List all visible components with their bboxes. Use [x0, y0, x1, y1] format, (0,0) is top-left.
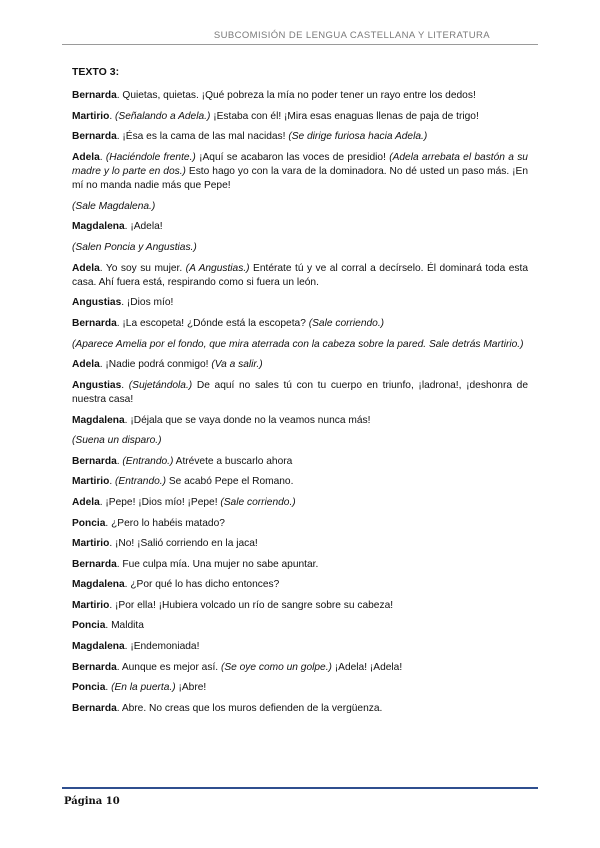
dialogue-line: [72, 317, 528, 331]
dialogue-line: [72, 110, 528, 124]
dialogue-line: [72, 558, 528, 572]
speaker-name: Magdalena: [72, 221, 125, 233]
speaker-name: Magdalena: [72, 579, 125, 591]
dialogue-line: [72, 89, 528, 103]
speech-text: . ¡Dios mío!: [121, 297, 174, 309]
speech-text: .: [109, 476, 116, 488]
stage-direction: (Sale Magdalena.): [72, 200, 156, 212]
speech-text: Entérate tú y ve al corral a decírselo. Él dominará toda esta casa. Ahí fuera está, respirando como si fuera un león.: [72, 262, 528, 288]
speech-text: .: [121, 379, 129, 391]
stage-direction: (Se oye como un golpe.): [220, 661, 332, 673]
speaker-name: Magdalena: [72, 641, 125, 653]
dialogue-line: [72, 702, 528, 716]
speaker-name: Martirio: [72, 476, 110, 488]
dialogue-line: [72, 220, 528, 234]
speaker-name: Bernarda: [72, 455, 117, 467]
speech-text: . Fue culpa mía. Una mujer no sabe apuntar.: [116, 558, 319, 570]
dialogue-line: [72, 496, 528, 510]
stage-direction: (Va a salir.): [211, 359, 263, 371]
section-title: TEXTO 3:: [72, 66, 120, 78]
speaker-name: Bernarda: [72, 558, 117, 570]
speech-text: .: [109, 110, 116, 122]
speech-text: . ¡Endemoniada!: [124, 641, 200, 653]
speaker-name: Poncia: [72, 517, 106, 529]
dialogue-line: [72, 578, 528, 592]
speech-text: . ¡La escopeta! ¿Dónde está la escopeta?: [116, 317, 309, 329]
dialogue-line: [72, 681, 528, 695]
dialogue-line: [72, 262, 528, 290]
dialogue-line: [72, 358, 528, 372]
dialogue-line: [72, 455, 528, 469]
speaker-name: Angustias: [72, 297, 122, 309]
speech-text: ¡Abre!: [175, 682, 207, 694]
speaker-name: Poncia: [72, 682, 106, 694]
speech-text: Esto hago yo con la vara de la dominadora. No dé usted un paso más. ¡En mí no manda nadie más que Pepe!: [72, 165, 528, 192]
stage-direction: (Se dirige furiosa hacia Adela.): [288, 131, 428, 143]
header-text: SUBCOMISIÓN DE LENGUA CASTELLANA Y LITERATURA: [213, 30, 490, 41]
stage-direction: (Sale corriendo.): [220, 496, 296, 508]
speaker-name: Adela: [72, 151, 100, 163]
stage-direction: (Aparece Amelia por el fondo, que mira aterrada con la cabeza sobre la pared. Sale detrás Martirio.): [72, 338, 524, 350]
speech-text: .: [105, 682, 112, 694]
speaker-name: Bernarda: [72, 317, 117, 329]
speaker-name: Adela: [72, 496, 100, 508]
dialogue-line: [72, 414, 528, 428]
speech-text: .: [99, 151, 106, 163]
stage-direction: (Suena un disparo.): [72, 435, 162, 447]
speech-text: . Quietas, quietas. ¡Qué pobreza la mía no poder tener un rayo entre los dedos!: [116, 90, 476, 101]
speech-text: . ¿Por qué lo has dicho entonces?: [124, 579, 280, 591]
speech-text: . ¡Déjala que se vaya donde no la veamos nunca más!: [124, 414, 371, 426]
dialogue-line: [72, 517, 528, 531]
dialogue-line: [72, 619, 528, 633]
dialogue-line: [72, 241, 528, 255]
speaker-name: Bernarda: [72, 661, 117, 673]
speaker-name: Magdalena: [72, 414, 125, 426]
speaker-name: Adela: [72, 262, 100, 274]
dialogue-line: [72, 537, 528, 551]
speech-text: . ¡Por ella! ¡Hubiera volcado un río de sangre sobre su cabeza!: [109, 599, 394, 611]
speech-text: ¡Adela! ¡Adela!: [331, 661, 403, 673]
speech-text: ¡Aquí se acabaron las voces de presidio!: [195, 151, 390, 163]
speech-text: . ¡Ésa es la cama de las mal nacidas!: [116, 131, 289, 143]
speaker-name: Martirio: [72, 599, 110, 611]
speaker-name: Angustias: [72, 379, 122, 391]
footer-rule: [62, 787, 538, 789]
stage-direction: (En la puerta.): [111, 682, 176, 694]
dialogue-line: [72, 599, 528, 613]
stage-direction: (Entrando.): [115, 476, 166, 488]
speech-text: De aquí no sales tú con tu cuerpo en triunfo, ¡ladrona!, ¡deshonra de nuestra casa!: [72, 379, 528, 405]
speech-text: . Abre. No creas que los muros defienden de la vergüenza.: [116, 702, 383, 714]
dialogue-line: [72, 379, 528, 407]
stage-direction: (Salen Poncia y Angustias.): [72, 241, 197, 253]
stage-direction: (Adela arrebata el bastón a su madre y lo parte en dos.): [72, 151, 528, 177]
speaker-name: Martirio: [72, 110, 110, 122]
stage-direction: (Haciéndole frente.): [105, 151, 196, 163]
speech-text: . ¡Nadie podrá conmigo!: [99, 359, 212, 371]
speech-text: ¡Estaba con él! ¡Mira esas enaguas llenas de paja de trigo!: [210, 110, 479, 122]
speaker-name: Bernarda: [72, 90, 117, 101]
speech-text: .: [116, 455, 123, 467]
speech-text: Se acabó Pepe el Romano.: [166, 476, 294, 488]
dialogue-line: [72, 151, 528, 194]
dialogue-line: [72, 130, 528, 144]
speaker-name: Poncia: [72, 620, 106, 632]
dialogue-line: [72, 475, 528, 489]
speaker-name: Bernarda: [72, 131, 117, 143]
speaker-name: Martirio: [72, 538, 110, 550]
dialogue-line: [72, 640, 528, 654]
dialogue-line: [72, 434, 528, 448]
speech-text: . ¡Adela!: [124, 221, 163, 233]
speech-text: . Yo soy su mujer.: [99, 262, 186, 274]
speech-text: Atrévete a buscarlo ahora: [173, 455, 293, 467]
stage-direction: (Señalando a Adela.): [115, 110, 211, 122]
dialogue-line: [72, 296, 528, 310]
speech-text: . Maldita: [105, 620, 144, 632]
header-rule: [62, 44, 538, 45]
dialogue-line: [72, 661, 528, 675]
stage-direction: (Entrando.): [122, 455, 174, 467]
speaker-name: Bernarda: [72, 702, 117, 714]
stage-direction: (A Angustias.): [185, 262, 250, 274]
stage-direction: (Sujetándola.): [128, 379, 193, 391]
dialogue-line: [72, 200, 528, 214]
speech-text: . Aunque es mejor así.: [116, 661, 221, 673]
speech-text: . ¡Pepe! ¡Dios mío! ¡Pepe!: [99, 496, 221, 508]
page-number: Página 10: [64, 796, 120, 807]
speaker-name: Adela: [72, 359, 100, 371]
dialogue-body: [72, 89, 528, 722]
speech-text: . ¿Pero lo habéis matado?: [105, 517, 225, 529]
stage-direction: (Sale corriendo.): [308, 317, 385, 329]
dialogue-line: [72, 338, 528, 352]
speech-text: . ¡No! ¡Salió corriendo en la jaca!: [109, 538, 258, 550]
